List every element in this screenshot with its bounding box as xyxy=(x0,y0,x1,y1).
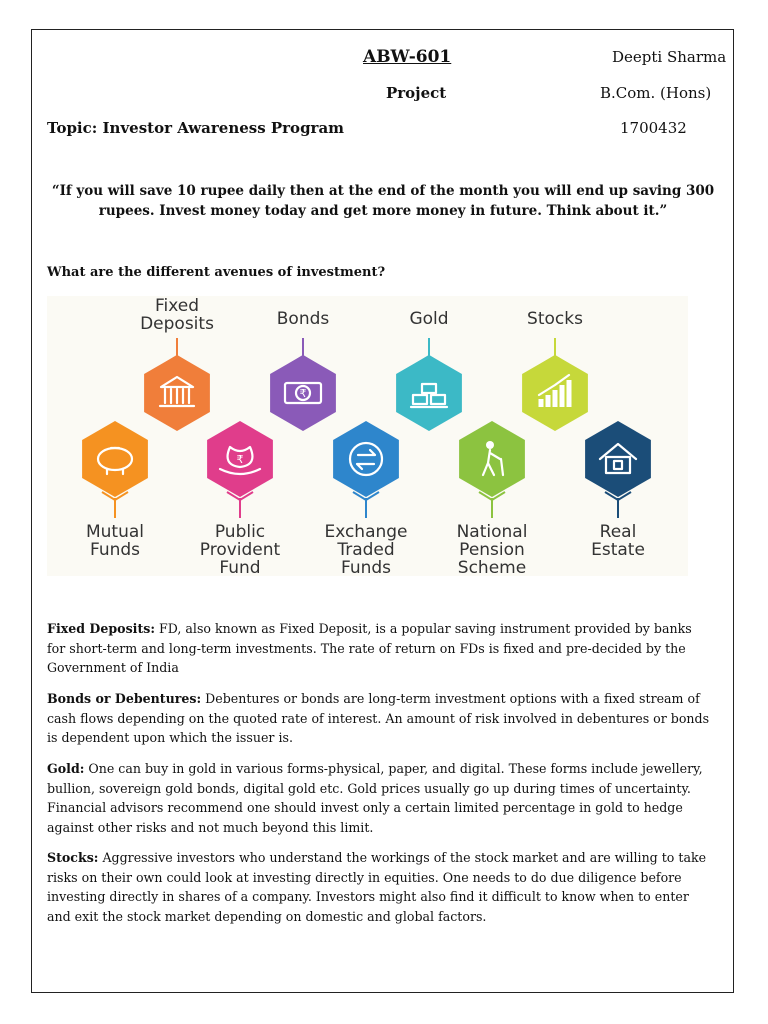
text-gold: One can buy in gold in various forms-physical, paper, and digital. These forms include jewellery, bullion, sovereign gold bonds, digital gold etc. Gold prices usually go up during times of uncertainty. Financial advisors recommend one should invest only a certain limited percentage in gold to hedge against other risks and not much beyond this limit. xyxy=(47,761,703,835)
svg-text:₹: ₹ xyxy=(236,453,244,466)
avenue-top-4 xyxy=(522,309,588,431)
quote: “If you will save 10 rupee daily then at the end of the month you will end up saving 300 rupees. Invest money today and get more money in future. Think about it.” xyxy=(51,183,715,219)
avenue-label-line2: Deposits xyxy=(140,314,214,334)
avenue-label-line1: National xyxy=(456,522,528,542)
avenue-bottom-2 xyxy=(200,421,281,576)
section-question: What are the different avenues of investment? xyxy=(47,265,386,280)
avenue-top-3 xyxy=(396,309,462,431)
paragraph-fixed-deposits xyxy=(47,619,712,678)
avenue-label-line1: Public xyxy=(214,522,266,542)
document-type: Project xyxy=(386,84,447,102)
avenue-label-line3: Fund xyxy=(219,558,261,576)
avenue-label-line2: Pension xyxy=(459,540,525,560)
avenue-label-line2: Funds xyxy=(89,540,141,560)
term-stocks: Stocks: xyxy=(47,850,99,865)
avenue-bottom-5 xyxy=(585,421,651,560)
author-name: Deepti Sharma xyxy=(612,48,727,66)
avenue-label-line1: Real xyxy=(599,522,637,542)
roll-number: 1700432 xyxy=(620,119,687,137)
term-bonds: Bonds or Debentures: xyxy=(47,691,202,706)
avenue-hexagon xyxy=(82,421,148,497)
avenue-bottom-3 xyxy=(324,421,407,576)
avenue-hexagon xyxy=(459,421,525,497)
text-fixed-deposits: FD, also known as Fixed Deposit, is a popular saving instrument provided by banks for short-term and long-term investments. The rate of return on FDs is fixed and pre-decided by the Government of India xyxy=(47,621,692,675)
avenue-bottom-4 xyxy=(457,421,528,576)
term-gold: Gold: xyxy=(47,761,85,776)
text-stocks: Aggressive investors who understand the workings of the stock market and are willing to take risks on their own could look at investing directly in equities. One needs to do due diligence before investing directly in shares of a company. Investors might also find it difficult to know when to enter and exit the stock market depending on domestic and global factors. xyxy=(47,850,707,924)
avenue-label-line3: Funds xyxy=(340,558,392,576)
avenue-label-line1: Bonds xyxy=(276,309,330,329)
document-page xyxy=(31,29,734,993)
term-fixed-deposits: Fixed Deposits: xyxy=(47,621,156,636)
paragraph-gold xyxy=(47,759,712,837)
avenue-label-line1: Gold xyxy=(409,309,449,329)
avenue-label-line1: Exchange xyxy=(324,522,408,542)
avenue-label-line2: Estate xyxy=(591,540,645,560)
avenue-label-line1: Stocks xyxy=(527,309,583,329)
degree: B.Com. (Hons) xyxy=(600,84,712,102)
avenue-label-line1: Fixed xyxy=(154,296,200,316)
avenue-hexagon xyxy=(333,421,399,497)
avenue-hexagon xyxy=(585,421,651,497)
svg-text:₹: ₹ xyxy=(299,387,307,400)
text-bonds: Debentures or bonds are long-term investment options with a fixed stream of cash flows depending on the quoted rate of interest. An amount of risk involved in debentures or bonds is dependent upon which the issuer is. xyxy=(47,691,710,745)
infographic-svg xyxy=(47,296,688,576)
topic-title: Topic: Investor Awareness Program xyxy=(47,119,345,137)
avenue-bottom-1 xyxy=(82,421,148,560)
avenue-label-line3: Scheme xyxy=(457,558,527,576)
avenue-top-2 xyxy=(270,309,336,431)
avenue-label-line2: Provident xyxy=(199,540,281,560)
avenue-top-1 xyxy=(140,296,214,431)
avenue-label-line1: Mutual xyxy=(85,522,145,542)
avenue-label-line2: Traded xyxy=(337,540,395,560)
investment-avenues-infographic xyxy=(47,296,688,576)
paragraph-bonds xyxy=(47,689,712,748)
paragraph-stocks xyxy=(47,848,712,926)
course-code: ABW-601 xyxy=(363,47,452,67)
